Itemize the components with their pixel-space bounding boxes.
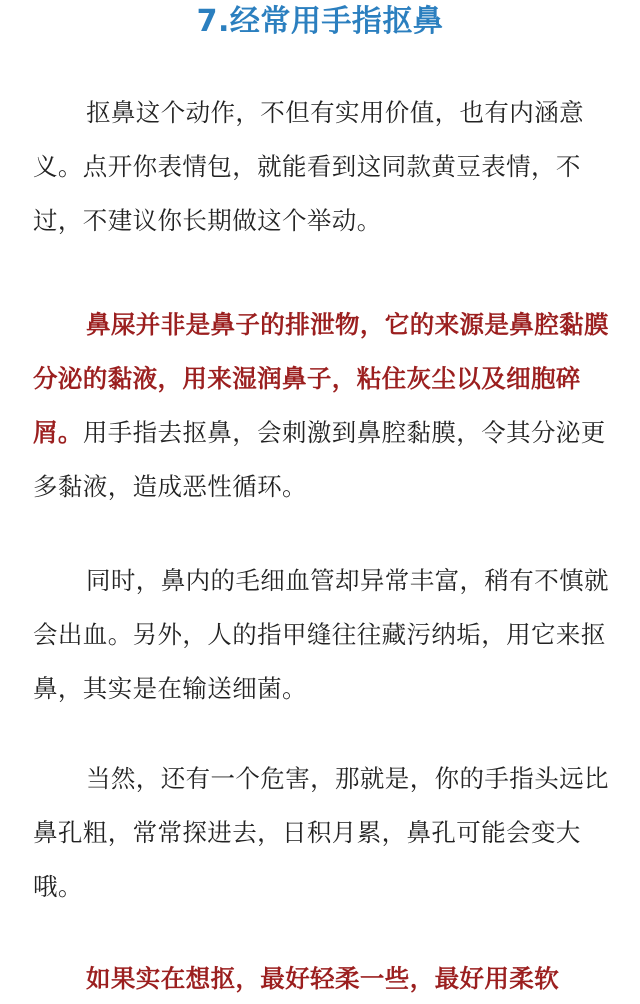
section-heading: 7.经常用手指抠鼻 [196,4,444,39]
paragraph-1: 抠鼻这个动作，不但有实用价值，也有内涵意义。点开你表情包，就能看到这同款黄豆表情，不过，不建议你长期做这个举动。 [33,98,584,235]
emphasis-text-2: 如果实在想抠，最好轻柔一些，最好用柔软 [86,964,560,993]
paragraph-3: 同时，鼻内的毛细血管却异常丰富，稍有不慎就会出血。另外，人的指甲缝往往藏污纳垢，用它来抠鼻，其实是在输送细菌。 [33,566,609,703]
paragraph-5 [33,952,611,1004]
paragraph-2 [33,298,611,514]
emphasis-text: 鼻屎并非是鼻子的排泄物，它的来源是鼻腔黏膜分泌的黏液，用来湿润鼻子，粘住灰尘以及细胞碎屑。 [33,310,609,447]
paragraph-2-rest: 用手指去抠鼻，会刺激到鼻腔黏膜，令其分泌更多黏液，造成恶性循环。 [33,418,606,501]
paragraph-4: 当然，还有一个危害，那就是，你的手指头远比鼻孔粗，常常探进去，日积月累，鼻孔可能会变大哦。 [33,764,609,901]
